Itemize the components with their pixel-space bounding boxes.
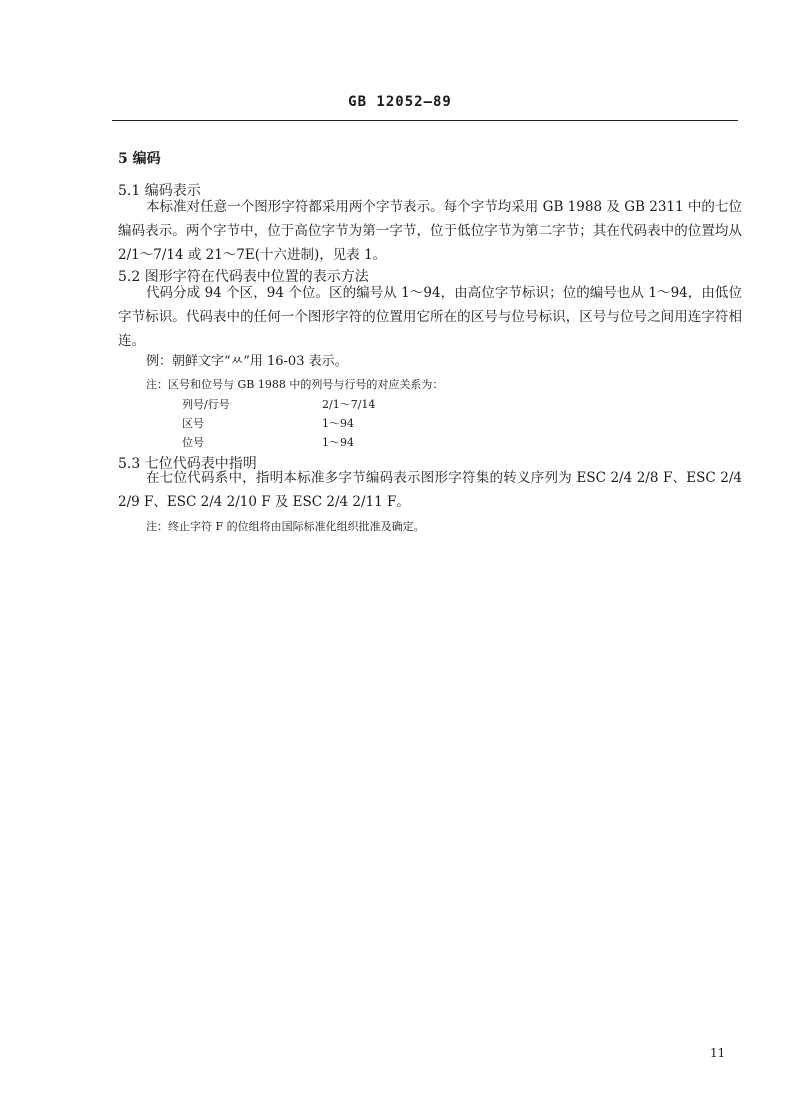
standard-code-header: GB 12052—89: [348, 94, 452, 110]
mapping-value: 2/1～7/14: [322, 398, 376, 411]
section-5-title: 5 编码: [118, 151, 161, 167]
mapping-value: 1～94: [322, 417, 354, 430]
section-5-2-example: 例：朝鲜文字“ㅆ”用 16-03 表示。: [146, 354, 348, 369]
mapping-label: 列号/行号: [182, 398, 230, 411]
page-number: 11: [710, 1046, 726, 1060]
mapping-label: 位号: [182, 436, 204, 449]
section-5-2-title: 5.2 图形字符在代码表中位置的表示方法: [118, 269, 369, 285]
section-5-3-paragraph: 在七位代码系中，指明本标准多字节编码表示图形字符集的转义序列为 ESC 2/4 2/8 F、ESC 2/4 2/9 F、ESC 2/4 2/10 F 及 ESC 2/4 2/11 F。: [118, 470, 742, 510]
mapping-value: 1～94: [322, 436, 354, 449]
section-5-3-title: 5.3 七位代码表中指明: [118, 456, 257, 472]
mapping-label: 区号: [182, 417, 204, 430]
header-rule: [112, 120, 738, 121]
section-5-2-paragraph: 代码分成 94 个区，94 个位。区的编号从 1～94，由高位字节标识；位的编号也从 1～94，由低位字节标识。代码表中的任何一个图形字符的位置用它所在的区号与位号标识，区号与位号之间用连字符相连。: [118, 285, 742, 349]
section-5-3-note: 注：终止字符 F 的位组将由国际标准化组织批准及确定。: [146, 520, 425, 533]
section-5-1-paragraph: 本标准对任意一个图形字符都采用两个字节表示。每个字节均采用 GB 1988 及 GB 2311 中的七位编码表示。两个字节中，位于高位字节为第一字节，位于低位字节为第二字节；其在代码表中的位置均从 2/1～7/14 或 21～7E(十六进制)，见表 1。: [118, 199, 742, 263]
section-5-1-title: 5.1 编码表示: [118, 183, 201, 199]
section-5-2-note: 注：区号和位号与 GB 1988 中的列号与行号的对应关系为：: [146, 378, 444, 391]
